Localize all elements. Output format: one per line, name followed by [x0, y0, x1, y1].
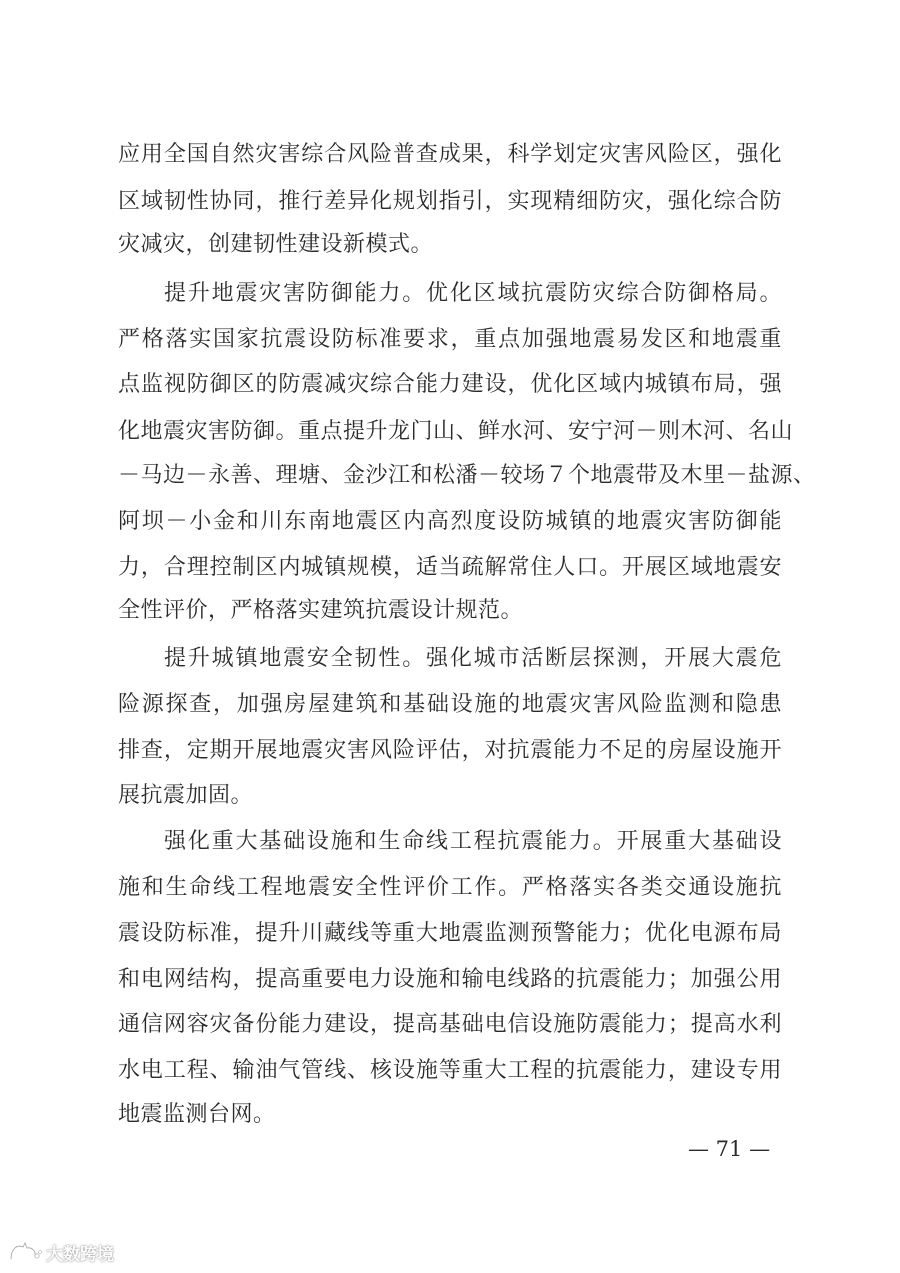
paragraph-2-line-1: 提升地震灾害防御能力。优化区域抗震防灾综合防御格局。	[164, 281, 782, 306]
paragraph-1-line-1: 应用全国自然灾害综合风险普查成果，科学划定灾害风险区，强化	[118, 142, 782, 167]
paragraph-3-line-4: 展抗震加固。	[118, 783, 254, 808]
watermark-text: 大数跨境	[46, 1244, 114, 1265]
cat-logo-icon	[8, 1241, 42, 1263]
paragraph-2-line-4: 化地震灾害防御。重点提升龙门山、鲜水河、安宁河－则木河、名山	[118, 419, 794, 444]
paragraph-2-line-2: 严格落实国家抗震设防标准要求，重点加强地震易发区和地震重	[118, 327, 782, 352]
paragraph-3-line-3: 排查，定期开展地震灾害风险评估，对抗震能力不足的房屋设施开	[118, 738, 782, 763]
paragraph-4-line-3: 震设防标准，提升川藏线等重大地震监测预警能力；优化电源布局	[118, 921, 782, 946]
paragraph-4-line-2: 施和生命线工程地震安全性评价工作。严格落实各类交通设施抗	[118, 875, 782, 900]
paragraph-4-line-4: 和电网结构，提高重要电力设施和输电线路的抗震能力；加强公用	[118, 967, 782, 992]
paragraph-2-line-5: －马边－永善、理塘、金沙江和松潘－较场７个地震带及木里－盐源、	[118, 463, 816, 488]
paragraph-4-line-5: 通信网容灾备份能力建设，提高基础电信设施防震能力；提高水利	[118, 1012, 782, 1037]
paragraph-1-line-2: 区域韧性协同，推行差异化规划指引，实现精细防灾，强化综合防	[118, 189, 782, 214]
page-number: — 71 —	[688, 1137, 771, 1161]
paragraph-2-line-7: 力，合理控制区内城镇规模，适当疏解常住人口。开展区域地震安	[118, 555, 782, 580]
paragraph-2-line-6: 阿坝－小金和川东南地震区内高烈度设防城镇的地震灾害防御能	[118, 509, 782, 534]
paragraph-1-line-3: 灾减灾，创建韧性建设新模式。	[118, 232, 434, 257]
paragraph-4-line-7: 地震监测台网。	[118, 1102, 276, 1127]
paragraph-2-line-8: 全性评价，严格落实建筑抗震设计规范。	[118, 598, 524, 623]
paragraph-2-line-3: 点监视防御区的防震减灾综合能力建设，优化区域内城镇布局，强	[118, 372, 782, 397]
paragraph-3-line-2: 险源探查，加强房屋建筑和基础设施的地震灾害风险监测和隐患	[118, 692, 782, 717]
watermark	[8, 1240, 114, 1264]
paragraph-4-line-6: 水电工程、输油气管线、核设施等重大工程的抗震能力，建设专用	[118, 1058, 782, 1083]
paragraph-4-line-1: 强化重大基础设施和生命线工程抗震能力。开展重大基础设	[164, 829, 782, 854]
paragraph-3-line-1: 提升城镇地震安全韧性。强化城市活断层探测，开展大震危	[164, 646, 782, 671]
